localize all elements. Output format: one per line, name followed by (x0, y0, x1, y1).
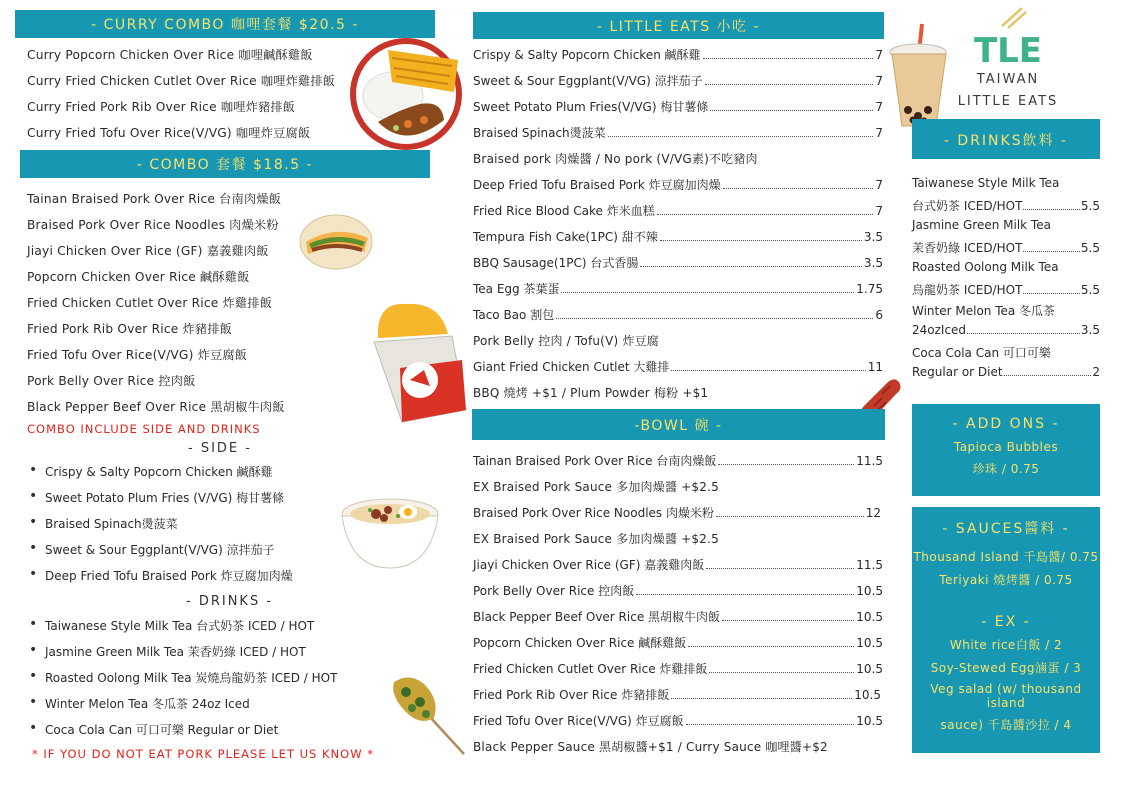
item-price: 10.5 (856, 584, 883, 598)
curry-plate-illustration (348, 30, 466, 154)
item-name: Fried Pork Rib Over Rice 炸豬排飯 (473, 688, 670, 702)
item-name: Tea Egg 茶葉蛋 (473, 282, 560, 296)
drink-price: 2 (1092, 365, 1100, 379)
bowl-item (473, 608, 883, 625)
drink-price: 3.5 (1080, 323, 1100, 337)
bowl-item (473, 660, 883, 677)
logo-line-1: TAIWAN (976, 72, 1040, 87)
drink-price: 5.5 (1080, 283, 1100, 297)
combo-item: Jiayi Chicken Over Rice (GF) 嘉義雞肉飯 (27, 244, 269, 258)
drink-item: • Coca Cola Can 可口可樂 Regular or Diet (27, 721, 278, 738)
drink-price: 5.5 (1080, 199, 1100, 213)
ex-line: sauce) 千島醬沙拉 / 4 (940, 718, 1072, 732)
item-name: Black Pepper Beef Over Rice 黑胡椒牛肉飯 (473, 610, 721, 624)
item-price: 11.5 (856, 558, 883, 572)
item-price: 10.5 (856, 610, 883, 624)
logo-mark: TLE (973, 31, 1043, 70)
item-name: Sweet & Sour Eggplant(V/VG) 涼拌茄子 (473, 74, 703, 88)
item-name: Braised Pork Over Rice Noodles 肉燥米粉 (473, 506, 714, 520)
little-eats-item (473, 176, 883, 193)
bowl-item (473, 686, 881, 703)
item-price: 10.5 (856, 662, 883, 676)
combo-item: Fried Chicken Cutlet Over Rice 炸雞排飯 (27, 296, 273, 310)
drink-price-line: Roasted Oolong Milk Tea (912, 260, 1059, 274)
drink-name: 烏龍奶茶 ICED/HOT (912, 283, 1023, 297)
little-eats-item (473, 46, 883, 63)
bowl-item (473, 582, 883, 599)
little-eats-item (473, 202, 883, 219)
drink-price-line (912, 365, 1100, 379)
item-name: Fried Tofu Over Rice(V/VG) 炸豆腐飯 (473, 714, 684, 728)
little-eats-item (473, 98, 883, 115)
item-price: 7 (875, 126, 883, 140)
item-price: 6 (875, 308, 883, 322)
add-ons-line: 珍珠 / 0.75 (972, 462, 1040, 476)
add-ons-title: - ADD ONS - (952, 416, 1060, 432)
little-eats-item (473, 72, 883, 89)
item-price: 7 (875, 178, 883, 192)
sauces-line: Teriyaki 燒烤醬 / 0.75 (939, 573, 1073, 587)
combo-item: Black Pepper Beef Over Rice 黑胡椒牛肉飯 (27, 400, 285, 414)
drink-price-line: Jasmine Green Milk Tea (912, 218, 1051, 232)
item-name: Giant Fried Chicken Cutlet 大雞排 (473, 360, 670, 374)
item-price: 10.5 (856, 636, 883, 650)
item-price: 7 (875, 204, 883, 218)
drink-price-line: Winter Melon Tea 冬瓜茶 (912, 304, 1056, 318)
curry-combo-header: - CURRY COMBO 咖哩套餐 $20.5 - (15, 10, 435, 38)
curry-combo-item: Curry Fried Chicken Cutlet Over Rice 咖哩炸雞排飯 (27, 74, 336, 88)
item-price: 3.5 (863, 230, 883, 244)
little-eats-item (473, 254, 883, 271)
side-header: - SIDE - (188, 441, 252, 456)
little-eats-item (473, 228, 883, 245)
drink-name: 24ozIced (912, 323, 967, 337)
little-eats-note: Braised pork 肉燥醬 / No pork (V/VG素)不吃豬肉 (473, 152, 758, 166)
little-eats-item (473, 358, 883, 375)
item-price: 1.75 (856, 282, 883, 296)
item-name: Deep Fried Tofu Braised Pork 炸豆腐加肉燥 (473, 178, 721, 192)
combo-item: Fried Tofu Over Rice(V/VG) 炸豆腐飯 (27, 348, 248, 362)
drink-item: • Roasted Oolong Milk Tea 炭燒烏龍奶茶 ICED / HOT (27, 669, 337, 686)
item-name: BBQ Sausage(1PC) 台式香腸 (473, 256, 639, 270)
item-price: 10.5 (856, 714, 883, 728)
combo-item: Fried Pork Rib Over Rice 炸豬排飯 (27, 322, 233, 336)
item-price: 10.5 (854, 688, 881, 702)
noodle-bowl-illustration (340, 494, 440, 570)
add-ons-box (912, 404, 1100, 496)
combo-item: Popcorn Chicken Over Rice 鹹酥雞飯 (27, 270, 250, 284)
ex-line: White rice白飯 / 2 (949, 638, 1063, 652)
taco-bao-illustration (298, 212, 374, 272)
drinks-price-title: - DRINKS飲料 - (943, 133, 1069, 149)
side-item: • Sweet & Sour Eggplant(V/VG) 涼拌茄子 (27, 541, 275, 558)
bowl-item (473, 452, 883, 469)
drink-price-line (912, 281, 1100, 298)
curry-combo-item: Curry Popcorn Chicken Over Rice 咖哩鹹酥雞飯 (27, 48, 313, 62)
drink-item: • Jasmine Green Milk Tea 茉香奶綠 ICED / HOT (27, 643, 306, 660)
drink-price-line (912, 197, 1100, 214)
drink-name: 台式奶茶 ICED/HOT (912, 199, 1023, 213)
bowl-note: Black Pepper Sauce 黑胡椒醬+$1 / Curry Sauce 咖哩醬+$2 (473, 740, 828, 754)
side-item: • Crispy & Salty Popcorn Chicken 鹹酥雞 (27, 463, 273, 480)
sauces-line: Thousand Island 千島醬/ 0.75 (913, 550, 1099, 564)
item-price: 11.5 (856, 454, 883, 468)
little-eats-item (473, 306, 883, 323)
drink-price-line: Coca Cola Can 可口可樂 (912, 346, 1051, 360)
logo-line-2: LITTLE EATS (957, 94, 1059, 109)
drinks-header: - DRINKS - (186, 594, 274, 609)
item-price: 7 (875, 74, 883, 88)
item-price: 7 (875, 48, 883, 62)
item-name: Tainan Braised Pork Over Rice 台南肉燥飯 (473, 454, 717, 468)
tle-logo (968, 6, 1048, 70)
curry-combo-item: Curry Fried Pork Rib Over Rice 咖哩炸豬排飯 (27, 100, 296, 114)
add-ons-line: Tapioca Bubbles (953, 440, 1059, 454)
drink-price-line: Taiwanese Style Milk Tea (912, 176, 1060, 190)
little-eats-note: Pork Belly 控肉 / Tofu(V) 炸豆腐 (473, 334, 659, 348)
combo-item: Pork Belly Over Rice 控肉飯 (27, 374, 196, 388)
side-item: • Deep Fried Tofu Braised Pork 炸豆腐加肉燥 (27, 567, 293, 584)
item-name: Tempura Fish Cake(1PC) 甜不辣 (473, 230, 658, 244)
sauces-ex-box (912, 507, 1100, 753)
bowl-item (473, 504, 881, 521)
ex-title: - EX - (981, 614, 1031, 630)
ex-line: Veg salad (w/ thousand island (930, 682, 1082, 710)
item-name: Crispy & Salty Popcorn Chicken 鹹酥雞 (473, 48, 701, 62)
item-name: Popcorn Chicken Over Rice 鹹酥雞飯 (473, 636, 687, 650)
drink-item: • Winter Melon Tea 冬瓜茶 24oz Iced (27, 695, 250, 712)
little-eats-item (473, 124, 883, 141)
item-name: Jiayi Chicken Over Rice (GF) 嘉義雞肉飯 (473, 558, 705, 572)
little-eats-note: BBQ 燒烤 +$1 / Plum Powder 梅粉 +$1 (473, 386, 709, 400)
side-item: • Braised Spinach燙菠菜 (27, 515, 178, 532)
drink-price-line (912, 323, 1100, 337)
combo-item: Tainan Braised Pork Over Rice 台南肉燥飯 (27, 192, 282, 206)
combo-note: COMBO INCLUDE SIDE AND DRINKS (27, 422, 261, 436)
bowl-item (473, 556, 883, 573)
bowl-note: EX Braised Pork Sauce 多加肉燥醬 +$2.5 (473, 532, 719, 546)
curry-combo-item: Curry Fried Tofu Over Rice(V/VG) 咖哩炸豆腐飯 (27, 126, 311, 140)
bubble-tea-illustration (888, 22, 954, 132)
drink-price-line (912, 239, 1100, 256)
drink-name: Regular or Diet (912, 365, 1003, 379)
item-price: 11 (867, 360, 883, 374)
combo-item: Braised Pork Over Rice Noodles 肉燥米粉 (27, 218, 279, 232)
item-name: Pork Belly Over Rice 控肉飯 (473, 584, 635, 598)
side-item: • Sweet Potato Plum Fries (V/VG) 梅甘薯條 (27, 489, 284, 506)
pork-note: * IF YOU DO NOT EAT PORK PLEASE LET US KNOW * (32, 747, 374, 761)
item-name: Braised Spinach燙菠菜 (473, 126, 606, 140)
item-price: 3.5 (863, 256, 883, 270)
combo-header: - COMBO 套餐 $18.5 - (20, 150, 430, 178)
bowl-item (473, 712, 883, 729)
item-name: Fried Chicken Cutlet Over Rice 炸雞排飯 (473, 662, 708, 676)
drink-price: 5.5 (1080, 241, 1100, 255)
fried-skewer-illustration (388, 674, 468, 758)
bowl-note: EX Braised Pork Sauce 多加肉燥醬 +$2.5 (473, 480, 719, 494)
drink-item: • Taiwanese Style Milk Tea 台式奶茶 ICED / HOT (27, 617, 314, 634)
item-name: Fried Rice Blood Cake 炸米血糕 (473, 204, 655, 218)
little-eats-header: - LITTLE EATS 小吃 - (473, 12, 884, 39)
drink-name: 茉香奶綠 ICED/HOT (912, 241, 1023, 255)
bowl-item (473, 634, 883, 651)
item-price: 7 (875, 100, 883, 114)
little-eats-item (473, 280, 883, 297)
ex-line: Soy-Stewed Egg滷蛋 / 3 (930, 661, 1082, 675)
item-name: Taco Bao 割包 (473, 308, 555, 322)
bowl-header: -BOWL 碗 - (472, 409, 885, 440)
sauces-title: - SAUCES醬料 - (942, 521, 1070, 537)
drinks-price-header (912, 119, 1100, 159)
popcorn-chicken-bag-illustration (370, 298, 470, 424)
item-name: Sweet Potato Plum Fries(V/VG) 梅甘薯條 (473, 100, 709, 114)
item-price: 12 (865, 506, 881, 520)
